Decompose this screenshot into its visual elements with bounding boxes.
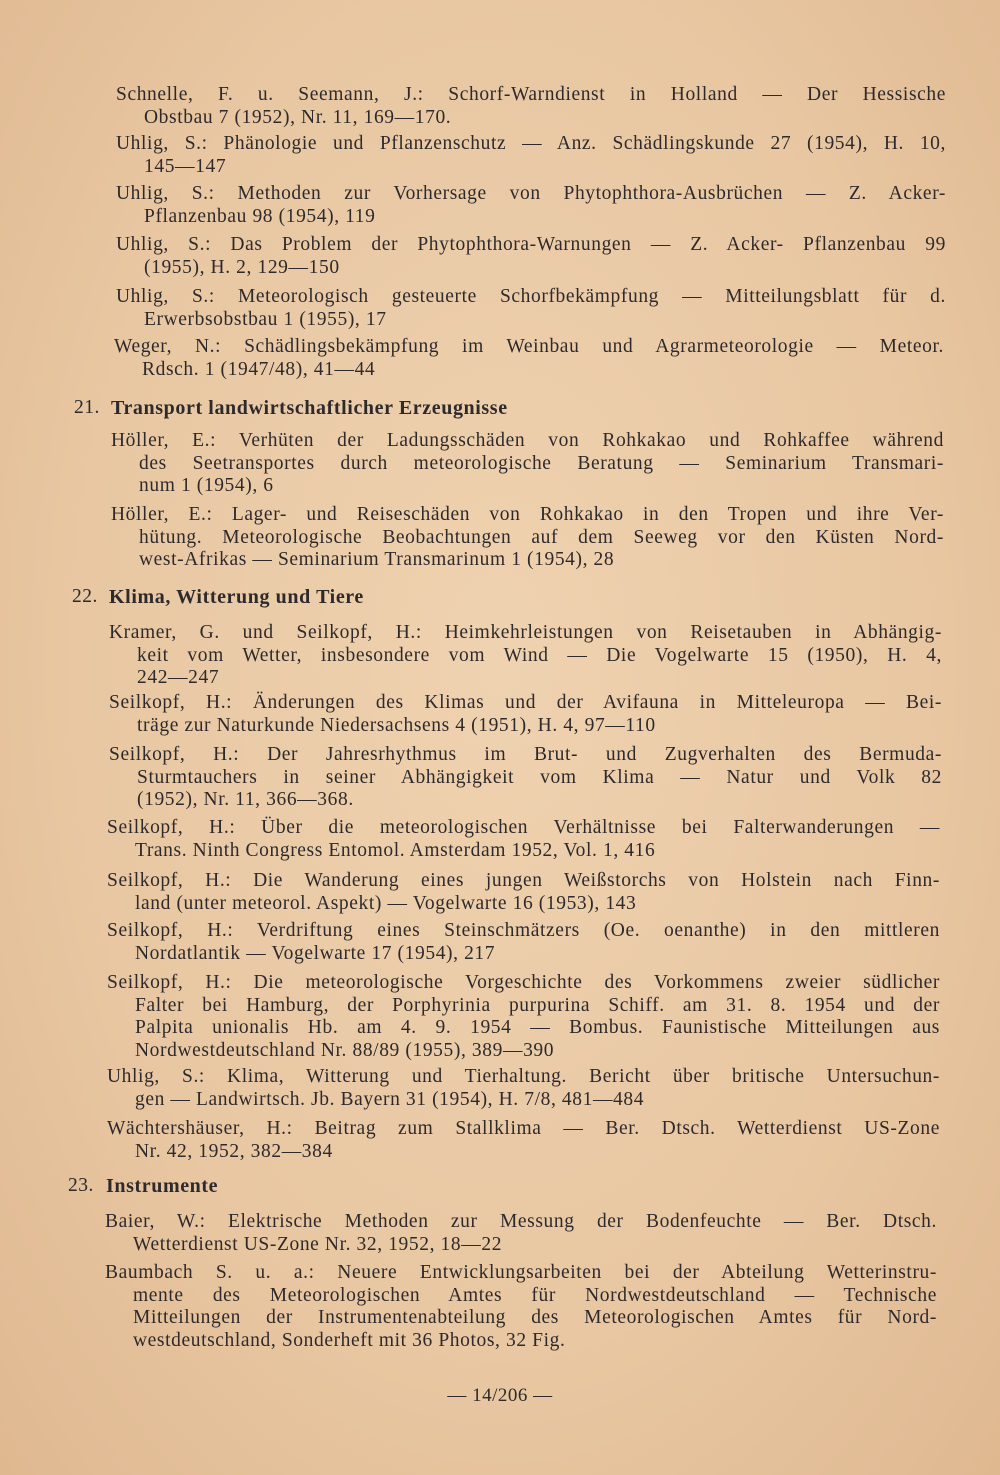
entry-first-line: Schnelle, F. u. Seemann, J.: Schorf-Warndienst in Holland — Der Hessische [116,84,946,105]
entry-first-line: Weger, N.: Schädlingsbekämpfung im Weinbau und Agrarmeteorologie — Meteor. [114,336,944,357]
section-number: 22. [72,586,98,607]
entry-first-line: Uhlig, S.: Meteorologisch gesteuerte Schorfbekämpfung — Mitteilungsblatt für d. [116,286,946,307]
entry-continuation-line: 242—247 [137,667,220,688]
section-number: 23. [68,1175,94,1196]
entry-continuation-line: mente des Meteorologischen Amtes für Nordwestdeutschland — Technische [133,1284,937,1306]
entry-continuation-line: Erwerbsobstbau 1 (1955), 17 [144,308,387,330]
entry-first-line: Höller, E.: Lager- und Reiseschäden von Rohkakao in den Tropen und ihre Ver- [111,504,944,525]
bib-entry [107,1118,940,1163]
entry-continuation-line: gen — Landwirtsch. Jb. Bayern 31 (1954), H. 7/8, 481—484 [135,1088,645,1110]
entry-continuation-line: Sturmtauchers in seiner Abhängigkeit vom Klima — Natur und Volk 82 [137,766,942,788]
bib-entry [109,744,942,812]
entry-continuation-line: Nordatlantik — Vogelwarte 17 (1954), 217 [135,942,496,964]
bib-entry [105,1211,937,1256]
section-title: Instrumente [106,1175,219,1197]
entry-first-line: Seilkopf, H.: Über die meteorologischen Verhältnisse bei Falterwanderungen — [107,817,940,838]
section-title: Transport landwirtschaftlicher Erzeugnisse [111,397,508,419]
entry-continuation-line: Falter bei Hamburg, der Porphyrinia purpurina Schiff. am 31. 8. 1954 und der [135,994,940,1016]
entry-first-line: Seilkopf, H.: Der Jahresrhythmus im Brut- und Zugverhalten des Bermuda- [109,744,942,765]
bib-entry [116,183,946,228]
entry-continuation-line: land (unter meteorol. Aspekt) — Vogelwarte 16 (1953), 143 [135,892,637,914]
entry-continuation-line: (1952), Nr. 11, 366—368. [137,789,354,810]
entry-continuation-line: west-Afrikas — Seminarium Transmarinum 1 (1954), 28 [139,549,615,570]
entry-continuation-line: keit vom Wetter, insbesondere vom Wind — Die Vogelwarte 15 (1950), H. 4, [137,644,942,666]
entry-first-line: Seilkopf, H.: Verdriftung eines Steinschmätzers (Oe. oenanthe) in den mittleren [107,920,940,941]
entry-first-line: Seilkopf, H.: Die meteorologische Vorgeschichte des Vorkommens zweier südlicher [107,972,940,993]
section-number: 21. [74,397,100,418]
entry-first-line: Höller, E.: Verhüten der Ladungsschäden von Rohkakao und Rohkaffee während [111,430,944,451]
bib-entry [107,1066,940,1111]
entry-continuation-line: Palpita unionalis Hb. am 4. 9. 1954 — Bombus. Faunistische Mitteilungen aus [135,1017,940,1038]
section-title: Klima, Witterung und Tiere [109,586,364,608]
entry-first-line: Uhlig, S.: Methoden zur Vorhersage von Phytophthora-Ausbrüchen — Z. Acker- [116,183,946,204]
entry-continuation-line: träge zur Naturkunde Niedersachsens 4 (1951), H. 4, 97—110 [137,714,656,736]
entry-continuation-line: Pflanzenbau 98 (1954), 119 [144,205,376,227]
bib-entry [111,504,944,572]
entry-first-line: Uhlig, S.: Das Problem der Phytophthora-Warnungen — Z. Acker- Pflanzenbau 99 [116,234,946,255]
bib-entry [107,817,940,862]
entry-continuation-line: des Seetransportes durch meteorologische Beratung — Seminarium Transmari- [139,452,944,474]
entry-continuation-line: 145—147 [144,155,227,177]
entry-first-line: Uhlig, S.: Klima, Witterung und Tierhaltung. Bericht über britische Untersuchun- [107,1066,940,1087]
entry-continuation-line: num 1 (1954), 6 [139,475,274,496]
entry-continuation-line: Obstbau 7 (1952), Nr. 11, 169—170. [144,106,452,128]
entry-continuation-line: Nordwestdeutschland Nr. 88/89 (1955), 389—390 [135,1039,555,1061]
entry-continuation-line: (1955), H. 2, 129—150 [144,256,340,278]
entry-continuation-line: Mitteilungen der Instrumentenabteilung des Meteorologischen Amtes für Nord- [133,1307,937,1328]
entry-continuation-line: Trans. Ninth Congress Entomol. Amsterdam 1952, Vol. 1, 416 [135,839,656,861]
entry-first-line: Seilkopf, H.: Änderungen des Klimas und der Avifauna in Mitteleuropa — Bei- [109,692,942,713]
bib-entry [107,972,940,1062]
bib-entry [107,920,940,965]
entry-continuation-line: Nr. 42, 1952, 382—384 [135,1140,333,1162]
bib-entry [111,430,944,498]
bib-entry [109,622,942,690]
entry-continuation-line: Rdsch. 1 (1947/48), 41—44 [142,358,376,380]
bib-entry [114,336,944,381]
bib-entry [116,84,946,129]
entry-continuation-line: hütung. Meteorologische Beobachtungen auf dem Seeweg vor den Küsten Nord- [139,526,944,548]
entry-first-line: Baumbach S. u. a.: Neuere Entwicklungsarbeiten bei der Abteilung Wetterinstru- [105,1262,937,1283]
bib-entry [105,1262,937,1352]
entry-first-line: Kramer, G. und Seilkopf, H.: Heimkehrleistungen von Reisetauben in Abhängig- [109,622,942,643]
entry-first-line: Uhlig, S.: Phänologie und Pflanzenschutz — Anz. Schädlingskunde 27 (1954), H. 10, [116,133,946,154]
page-number: — 14/206 — [447,1385,553,1406]
entry-continuation-line: Wetterdienst US-Zone Nr. 32, 1952, 18—22 [133,1233,503,1255]
entry-first-line: Wächtershäuser, H.: Beitrag zum Stallklima — Ber. Dtsch. Wetterdienst US-Zone [107,1118,940,1139]
bib-entry [109,692,942,737]
bib-entry [116,133,946,178]
bib-entry [116,286,946,331]
entry-first-line: Baier, W.: Elektrische Methoden zur Messung der Bodenfeuchte — Ber. Dtsch. [105,1211,937,1232]
entry-first-line: Seilkopf, H.: Die Wanderung eines jungen Weißstorchs von Holstein nach Finn- [107,870,940,891]
bib-entry [107,870,940,915]
entry-continuation-line: westdeutschland, Sonderheft mit 36 Photos, 32 Fig. [133,1329,566,1351]
bib-entry [116,234,946,279]
